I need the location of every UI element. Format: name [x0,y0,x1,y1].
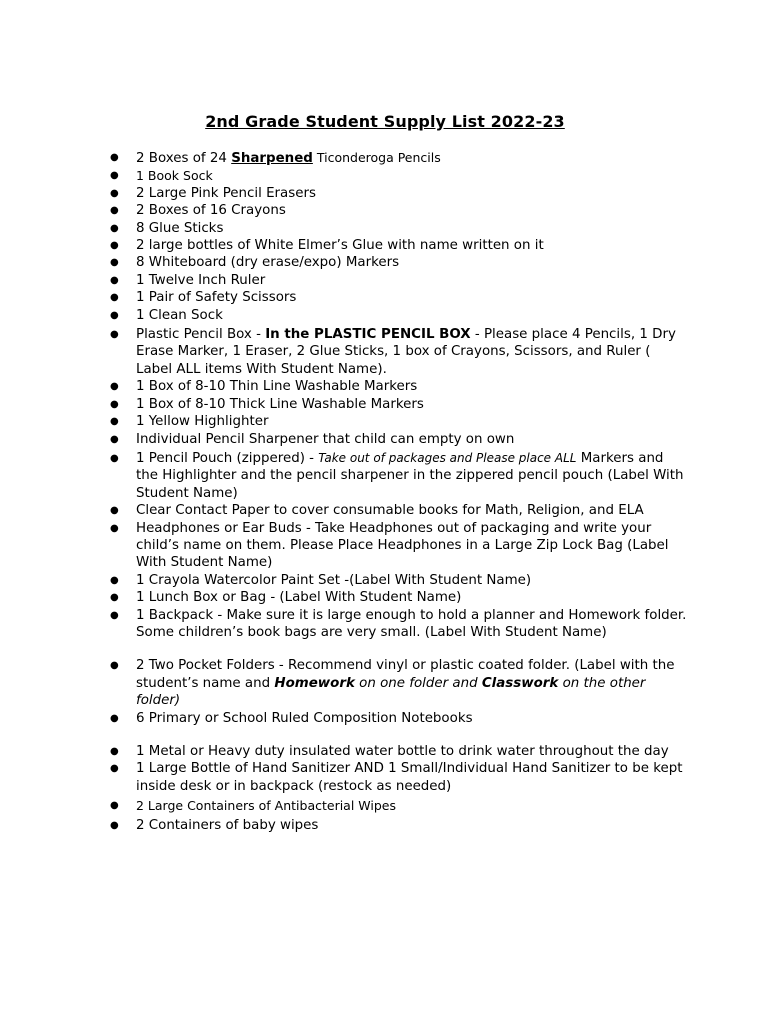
list-item: ● Individual Pencil Sharpener that child can empty on own [107,431,689,448]
list-item: ● 2 Large Containers of Antibacterial Wipes [107,797,689,814]
list-item: ● 2 Two Pocket Folders - Recommend vinyl or plastic coated folder. (Label with the student’s name and Homework on one folder and Classwork on the other folder) [107,657,689,709]
list-item: ● Plastic Pencil Box - In the PLASTIC PENCIL BOX - Please place 4 Pencils, 1 Dry Erase Marker, 1 Eraser, 2 Glue Sticks, 1 box of Crayons, Scissors, and Ruler ( Label ALL items With Student Name). [107,326,689,378]
list-item: ● 1 Large Bottle of Hand Sanitizer AND 1 Small/Individual Hand Sanitizer to be kept inside desk or in backpack (restock as needed) [107,760,689,795]
list-item: ● 2 Containers of baby wipes [107,817,689,834]
list-item: ● 1 Lunch Box or Bag - (Label With Student Name) [107,589,689,606]
list-item: ● 1 Clean Sock [107,307,689,324]
list-item: ● 2 large bottles of White Elmer’s Glue with name written on it [107,237,689,254]
list-item: ● 2 Boxes of 24 Sharpened Ticonderoga Pencils [107,149,689,167]
list-item: ● Headphones or Ear Buds - Take Headphones out of packaging and write your child’s name on them. Please Place Headphones in a Large Zip Lock Bag (Label With Student Name) [107,520,689,572]
list-item: ● 1 Twelve Inch Ruler [107,272,689,289]
list-item: ● 2 Large Pink Pencil Erasers [107,185,689,202]
list-item: ● 1 Backpack - Make sure it is large enough to hold a planner and Homework folder. Some children’s book bags are very small. (Label With Student Name) [107,607,689,642]
list-item: ● 1 Metal or Heavy duty insulated water bottle to drink water throughout the day [107,743,689,760]
list-item: ● 1 Crayola Watercolor Paint Set -(Label With Student Name) [107,572,689,589]
supply-list [107,149,689,834]
page-title: 2nd Grade Student Supply List 2022-23 [205,112,565,131]
list-item: ● 6 Primary or School Ruled Composition Notebooks [107,710,689,727]
list-item: ● 8 Whiteboard (dry erase/expo) Markers [107,254,689,271]
list-item: ● Clear Contact Paper to cover consumable books for Math, Religion, and ELA [107,502,689,519]
list-item: ● 2 Boxes of 16 Crayons [107,202,689,219]
list-item: ● 1 Box of 8-10 Thick Line Washable Markers [107,396,689,413]
list-item: ● 1 Pair of Safety Scissors [107,289,689,306]
list-item: ● 1 Box of 8-10 Thin Line Washable Markers [107,378,689,395]
list-item: ● 1 Yellow Highlighter [107,413,689,430]
list-item: ● 1 Pencil Pouch (zippered) - Take out of packages and Please place ALL Markers and the Highlighter and the pencil sharpener in the zippered pencil pouch (Label With Student Name) [107,450,689,502]
list-item: ● 1 Book Sock [107,167,689,184]
list-item: ● 8 Glue Sticks [107,220,689,237]
